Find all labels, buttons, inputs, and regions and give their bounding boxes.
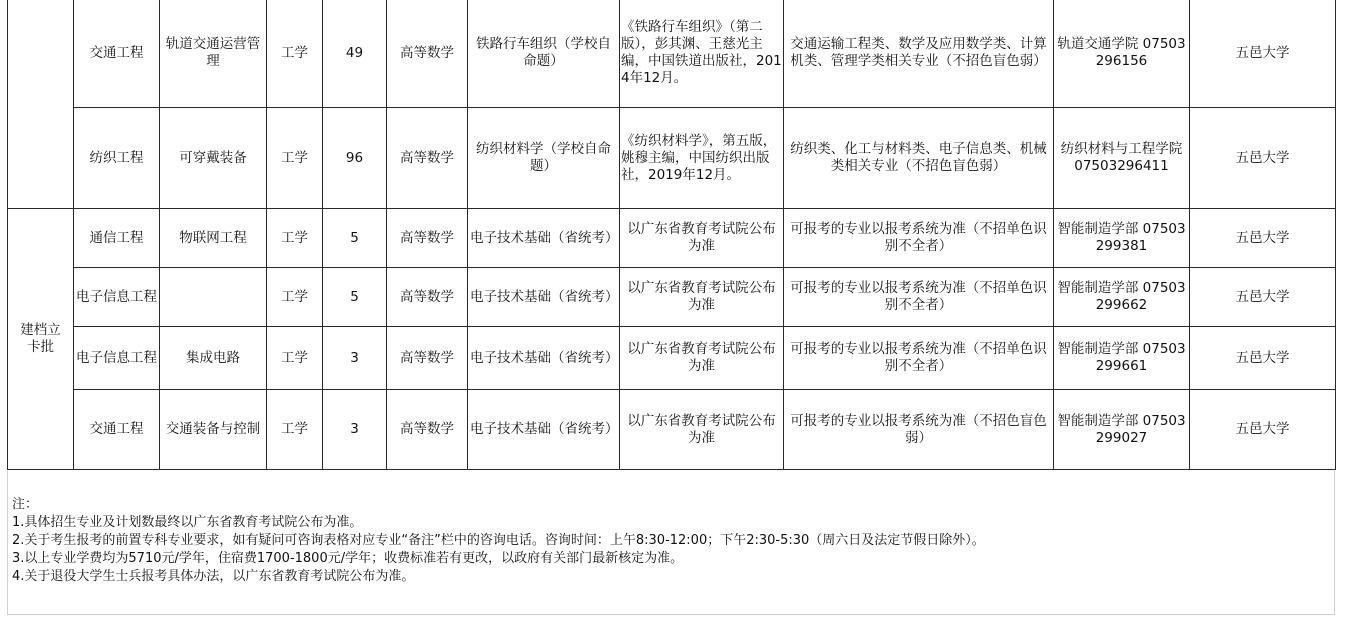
- public-subject-cell[interactable]: 高等数学: [387, 108, 468, 209]
- specialty-subject-cell[interactable]: 纺织材料学（学校自命题）: [468, 108, 620, 209]
- public-subject-cell[interactable]: 高等数学: [387, 268, 468, 327]
- discipline-cell[interactable]: 工学: [267, 268, 323, 327]
- reference-cell[interactable]: 《纺织材料学》，第五版，姚穆主编，中国纺织出版社，2019年12月。: [620, 108, 784, 209]
- category-cell[interactable]: 通信工程: [74, 209, 160, 268]
- note-item: 2.关于考生报考的前置专科专业要求，如有疑问可咨询表格对应专业“备注”栏中的咨询电话。咨询时间：上午8:30-12:00；下午2:30-5:30（周六日及法定节假日除外）。: [12, 533, 985, 548]
- table-row: [8, 327, 1336, 390]
- plan-cell[interactable]: 96: [323, 108, 387, 209]
- group-cell[interactable]: [8, 0, 74, 209]
- notes-section: [7, 471, 1335, 615]
- plan-cell[interactable]: 5: [323, 209, 387, 268]
- reference-cell[interactable]: 《铁路行车组织》（第二版），彭其渊、王慈光主编，中国铁道出版社，2014年12月。: [620, 0, 784, 108]
- contact-cell[interactable]: 智能制造学部 07503299027: [1054, 390, 1190, 470]
- category-cell[interactable]: 交通工程: [74, 390, 160, 470]
- category-cell[interactable]: 纺织工程: [74, 108, 160, 209]
- school-cell[interactable]: 五邑大学: [1190, 390, 1336, 470]
- discipline-cell[interactable]: 工学: [267, 327, 323, 390]
- plan-cell[interactable]: 3: [323, 390, 387, 470]
- major-cell[interactable]: 集成电路: [160, 327, 267, 390]
- major-cell[interactable]: [160, 268, 267, 327]
- table-row: [8, 268, 1336, 327]
- major-cell[interactable]: 轨道交通运营管理: [160, 0, 267, 108]
- requirement-cell[interactable]: 交通运输工程类、数学及应用数学类、计算机类、管理学类相关专业（不招色盲色弱）: [784, 0, 1054, 108]
- requirement-cell[interactable]: 可报考的专业以报考系统为准（不招单色识别不全者）: [784, 209, 1054, 268]
- public-subject-cell[interactable]: 高等数学: [387, 327, 468, 390]
- school-cell[interactable]: 五邑大学: [1190, 209, 1336, 268]
- requirement-cell[interactable]: 可报考的专业以报考系统为准（不招单色识别不全者）: [784, 268, 1054, 327]
- school-cell[interactable]: 五邑大学: [1190, 0, 1336, 108]
- contact-cell[interactable]: 轨道交通学院 07503296156: [1054, 0, 1190, 108]
- note-item: 4.关于退役大学生士兵报考具体办法，以广东省教育考试院公布为准。: [12, 569, 415, 584]
- specialty-subject-cell[interactable]: 铁路行车组织（学校自命题）: [468, 0, 620, 108]
- contact-cell[interactable]: 智能制造学部 07503299661: [1054, 327, 1190, 390]
- plan-cell[interactable]: 49: [323, 0, 387, 108]
- group-cell[interactable]: 建档立卡批: [8, 209, 74, 470]
- discipline-cell[interactable]: 工学: [267, 390, 323, 470]
- table-row: [8, 0, 1336, 108]
- school-cell[interactable]: 五邑大学: [1190, 327, 1336, 390]
- major-cell[interactable]: 可穿戴装备: [160, 108, 267, 209]
- category-cell[interactable]: 交通工程: [74, 0, 160, 108]
- notes-heading: 注：: [12, 497, 39, 512]
- reference-cell[interactable]: 以广东省教育考试院公布为准: [620, 209, 784, 268]
- specialty-subject-cell[interactable]: 电子技术基础（省统考）: [468, 390, 620, 470]
- school-cell[interactable]: 五邑大学: [1190, 108, 1336, 209]
- reference-cell[interactable]: 以广东省教育考试院公布为准: [620, 390, 784, 470]
- requirement-cell[interactable]: 纺织类、化工与材料类、电子信息类、机械类相关专业（不招色盲色弱）: [784, 108, 1054, 209]
- note-item: 3.以上专业学费均为5710元/学年，住宿费1700-1800元/学年；收费标准若有更改，以政府有关部门最新核定为准。: [12, 551, 684, 566]
- discipline-cell[interactable]: 工学: [267, 209, 323, 268]
- contact-cell[interactable]: 智能制造学部 07503299662: [1054, 268, 1190, 327]
- reference-cell[interactable]: 以广东省教育考试院公布为准: [620, 327, 784, 390]
- major-cell[interactable]: 交通装备与控制: [160, 390, 267, 470]
- specialty-subject-cell[interactable]: 电子技术基础（省统考）: [468, 268, 620, 327]
- category-cell[interactable]: 电子信息工程: [74, 268, 160, 327]
- specialty-subject-cell[interactable]: 电子技术基础（省统考）: [468, 327, 620, 390]
- major-cell[interactable]: 物联网工程: [160, 209, 267, 268]
- admission-table: [7, 0, 1336, 470]
- public-subject-cell[interactable]: 高等数学: [387, 0, 468, 108]
- contact-cell[interactable]: 智能制造学部 07503299381: [1054, 209, 1190, 268]
- category-cell[interactable]: 电子信息工程: [74, 327, 160, 390]
- requirement-cell[interactable]: 可报考的专业以报考系统为准（不招单色识别不全者）: [784, 327, 1054, 390]
- public-subject-cell[interactable]: 高等数学: [387, 390, 468, 470]
- reference-cell[interactable]: 以广东省教育考试院公布为准: [620, 268, 784, 327]
- note-item: 1.具体招生专业及计划数最终以广东省教育考试院公布为准。: [12, 515, 363, 530]
- school-cell[interactable]: 五邑大学: [1190, 268, 1336, 327]
- public-subject-cell[interactable]: 高等数学: [387, 209, 468, 268]
- table-row: [8, 108, 1336, 209]
- plan-cell[interactable]: 5: [323, 268, 387, 327]
- plan-cell[interactable]: 3: [323, 327, 387, 390]
- discipline-cell[interactable]: 工学: [267, 0, 323, 108]
- requirement-cell[interactable]: 可报考的专业以报考系统为准（不招色盲色弱）: [784, 390, 1054, 470]
- table-row: [8, 209, 1336, 268]
- discipline-cell[interactable]: 工学: [267, 108, 323, 209]
- specialty-subject-cell[interactable]: 电子技术基础（省统考）: [468, 209, 620, 268]
- contact-cell[interactable]: 纺织材料与工程学院 07503296411: [1054, 108, 1190, 209]
- table-row: [8, 390, 1336, 470]
